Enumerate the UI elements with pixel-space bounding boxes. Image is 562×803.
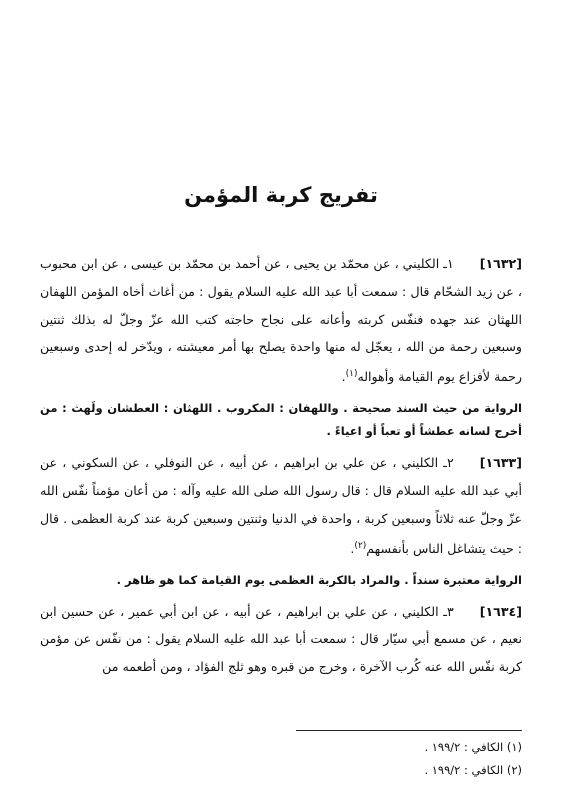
hadith-comment: الرواية معتبرة سنداً . والمراد بالكربة العظمى يوم القيامة كما هو ظاهر .	[116, 572, 522, 587]
hadith-1634	[40, 598, 522, 681]
footnote-ref: (١)	[345, 369, 358, 380]
hadith-text: ٣ـ الكليني ، عن علي بن ابراهيم ، عن أبيه ، عن ابن أبي عمير ، عن حسين ابن نعيم ، عن مسمع أبي سيّار قال : سمعت أبا عبد الله عليه السلام يقول : من نفّس عن مؤمن كربة نفّس الله عنه كُرب الآخرة ، وخرج من قبره وهو ثلج الفؤاد ، ومن أطعمه من	[40, 603, 522, 675]
hadith-number: [١٦٣٢]	[479, 256, 522, 271]
section-title: تفريج كربة المؤمن	[184, 183, 378, 207]
hadith-text: ١ـ الكليني ، عن محمّد بن يحيى ، عن أحمد بن محمّد بن عيسى ، عن ابن محبوب ، عن زيد الشحّام قال : سمعت أبا عبد الله عليه السلام يقول : من أغاث أخاه المؤمن اللهفان اللهثان عند جهده فنفّس كربته وأعانه على نجاح حاجته كتب الله عزّ وجلّ له بذلك ثنتين وسبعين رحمة من الله ، يعجّل له منها واحدة يصلح بها أمر معيشته ، ويدّخر له إحدى وسبعين رحمة لأفزاع يوم القيامة وأهواله	[40, 256, 522, 385]
hadith-number: [١٦٣٤]	[479, 603, 522, 619]
footnote-separator	[296, 730, 522, 731]
hadith-ending: .	[341, 369, 346, 385]
footnote-ref: (٢)	[354, 540, 367, 551]
hadith-ending: .	[350, 540, 355, 556]
page-body	[40, 250, 522, 681]
hadith-1633	[40, 449, 522, 562]
hadith-comment: الرواية من حيث السند صحيحة . واللهفان : المكروب . اللهثان : العطشان ولَهث : من أخرج لسانه عطشاً أو تعباً أو اعياءً .	[40, 401, 522, 439]
hadith-number: [١٦٣٣]	[479, 455, 522, 471]
footnote-2: (٢) الكافي : ١٩٩/٢ .	[424, 763, 522, 777]
hadith-text: ٢ـ الكليني ، عن علي بن ابراهيم ، عن أبيه ، عن النوفلي ، عن السكوني ، عن أبي عبد الله عليه السلام قال : قال رسول الله صلى الله عليه وآله : من أعان مؤمناً نفّس الله عزّ وجلّ عنه ثلاثاً وسبعين كربة ، واحدة في الدنيا وثنتين وسبعين كربة عند كربة العظمى . قال : حيث يتشاغل الناس بأنفسهم	[40, 455, 522, 556]
footnote-1: (١) الكافي : ١٩٩/٢ .	[424, 740, 522, 754]
hadith-1632	[40, 250, 522, 391]
